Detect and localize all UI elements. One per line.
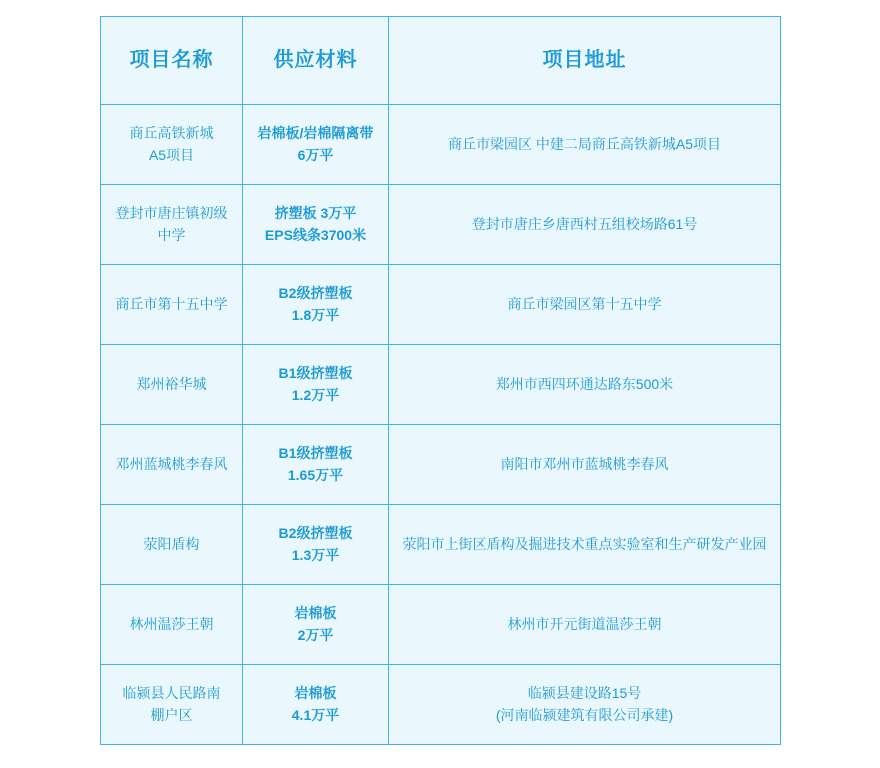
- cell-address: 临颍县建设路15号 (河南临颍建筑有限公司承建): [389, 665, 781, 745]
- cell-project-name: 邓州蓝城桃李春风: [101, 425, 243, 505]
- table-row: [101, 345, 781, 425]
- cell-project-name: 商丘市第十五中学: [101, 265, 243, 345]
- cell-project-name: 荥阳盾构: [101, 505, 243, 585]
- cell-material: 岩棉板/岩棉隔离带 6万平: [243, 105, 389, 185]
- cell-material: B1级挤塑板 1.65万平: [243, 425, 389, 505]
- table-row: [101, 505, 781, 585]
- project-table: [100, 16, 781, 745]
- cell-project-name: 商丘高铁新城 A5项目: [101, 105, 243, 185]
- column-header-project-name: 项目名称: [101, 17, 243, 105]
- cell-project-name: 登封市唐庄镇初级 中学: [101, 185, 243, 265]
- cell-address: 商丘市梁园区第十五中学: [389, 265, 781, 345]
- column-header-address: 项目地址: [389, 17, 781, 105]
- cell-address: 荥阳市上街区盾构及掘进技术重点实验室和生产研发产业园: [389, 505, 781, 585]
- cell-material: B2级挤塑板 1.3万平: [243, 505, 389, 585]
- cell-project-name: 郑州裕华城: [101, 345, 243, 425]
- table-row: [101, 185, 781, 265]
- table-row: [101, 425, 781, 505]
- cell-address: 南阳市邓州市蓝城桃李春风: [389, 425, 781, 505]
- cell-address: 登封市唐庄乡唐西村五组校场路61号: [389, 185, 781, 265]
- cell-material: 挤塑板 3万平 EPS线条3700米: [243, 185, 389, 265]
- cell-address: 郑州市西四环通达路东500米: [389, 345, 781, 425]
- table-row: [101, 665, 781, 745]
- cell-project-name: 林州温莎王朝: [101, 585, 243, 665]
- cell-address: 林州市开元街道温莎王朝: [389, 585, 781, 665]
- table-body: [101, 105, 781, 745]
- table-row: [101, 105, 781, 185]
- table-row: [101, 585, 781, 665]
- table-row: [101, 265, 781, 345]
- cell-material: 岩棉板 2万平: [243, 585, 389, 665]
- cell-material: B2级挤塑板 1.8万平: [243, 265, 389, 345]
- cell-project-name: 临颍县人民路南 棚户区: [101, 665, 243, 745]
- cell-material: B1级挤塑板 1.2万平: [243, 345, 389, 425]
- table-header-row: [101, 17, 781, 105]
- table-header: [101, 17, 781, 105]
- cell-material: 岩棉板 4.1万平: [243, 665, 389, 745]
- column-header-material: 供应材料: [243, 17, 389, 105]
- cell-address: 商丘市梁园区 中建二局商丘高铁新城A5项目: [389, 105, 781, 185]
